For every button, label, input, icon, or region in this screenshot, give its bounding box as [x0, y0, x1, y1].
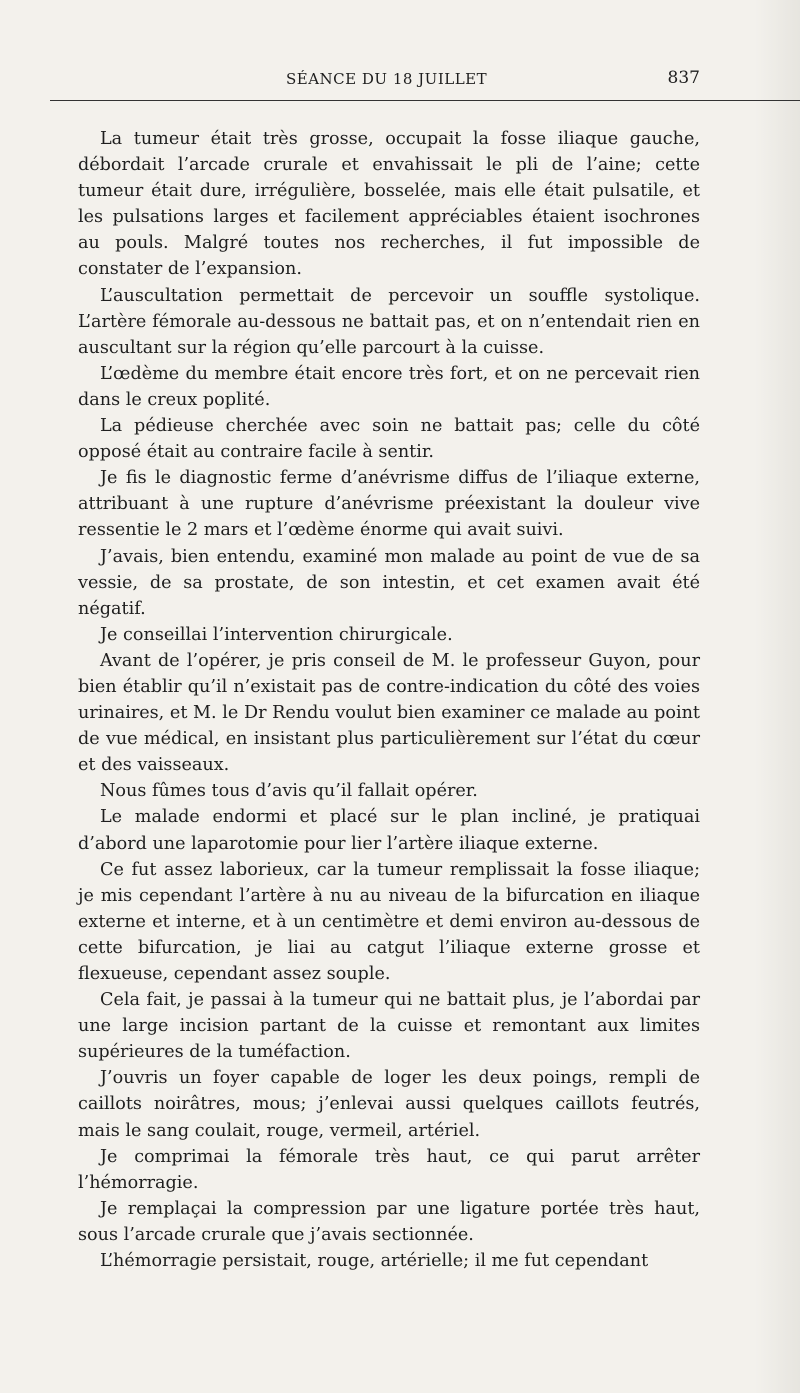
- paragraph: Je comprimai la fémorale très haut, ce qui parut arrêter l’hémorragie.: [78, 1146, 700, 1193]
- running-header: [78, 0, 700, 95]
- paragraph: Je fis le diagnostic ferme d’anévrisme diffus de l’iliaque externe, attribuant à une rupture d’anévrisme préexistant la douleur vive ressentie le 2 mars et l’œdème énorme qui avait suivi.: [78, 468, 700, 541]
- paragraph: Avant de l’opérer, je pris conseil de M. le professeur Guyon, pour bien établir qu’il n’existait pas de contre-indication du côté des voies urinaires, et M. le Dr Rendu voulut bien examiner ce malade au point de vue médical, en insistant plus particulièrement sur l’état du cœur et des vaisseaux.: [78, 650, 700, 776]
- paragraph: J’ouvris un foyer capable de loger les deux poings, rempli de caillots noirâtres, mous; j’enlevai aussi quelques caillots feutrés, mais le sang coulait, rouge, vermeil, artériel.: [78, 1068, 700, 1141]
- paragraph: J’avais, bien entendu, examiné mon malade au point de vue de sa vessie, de sa prostate, de son intestin, et cet examen avait été négatif.: [78, 546, 700, 619]
- paragraph: Le malade endormi et placé sur le plan incliné, je pratiquai d’abord une laparotomie pour lier l’artère iliaque externe.: [78, 807, 700, 854]
- header-rule: [50, 100, 800, 101]
- paragraph: Nous fûmes tous d’avis qu’il fallait opérer.: [100, 781, 478, 802]
- paragraph: Je remplaçai la compression par une ligature portée très haut, sous l’arcade crurale que j’avais sectionnée.: [78, 1198, 700, 1245]
- paragraph: La tumeur était très grosse, occupait la fosse iliaque gauche, débordait l’arcade crurale et envahissait le pli de l’aine; cette tumeur était dure, irrégulière, bosselée, mais elle était pulsatile, et les pulsations larges et facilement appréciables étaient isochrones au pouls. Malgré toutes nos recherches, il fut impossible de constater de l’expansion.: [78, 129, 700, 280]
- running-title: SÉANCE DU 18 JUILLET: [286, 70, 488, 88]
- paragraph: L’auscultation permettait de percevoir un souffle systolique. L’artère fémorale au-dessous ne battait pas, et on n’entendait rien en auscultant sur la région qu’elle parcourt à la cuisse.: [78, 285, 700, 358]
- paragraph: Je conseillai l’intervention chirurgicale.: [100, 624, 453, 645]
- paragraph: L’hémorragie persistait, rouge, artérielle; il me fut cependant: [100, 1251, 649, 1272]
- body-text: [78, 126, 700, 1274]
- page-edge-shading: [755, 0, 800, 1393]
- paragraph: L’œdème du membre était encore très fort, et on ne percevait rien dans le creux poplité.: [78, 363, 700, 410]
- paragraph: La pédieuse cherchée avec soin ne battait pas; celle du côté opposé était au contraire facile à sentir.: [78, 416, 700, 463]
- paragraph: Ce fut assez laborieux, car la tumeur remplissait la fosse iliaque; je mis cependant l’artère à nu au niveau de la bifurcation en iliaque externe et interne, et à un centimètre et demi environ au-dessous de cette bifurcation, je liai au catgut l’iliaque externe grosse et flexueuse, cependant assez souple.: [78, 859, 700, 984]
- page-number: 837: [667, 68, 700, 88]
- paragraph: Cela fait, je passai à la tumeur qui ne battait plus, je l’abordai par une large incision partant de la cuisse et remontant aux limites supérieures de la tuméfaction.: [78, 990, 700, 1063]
